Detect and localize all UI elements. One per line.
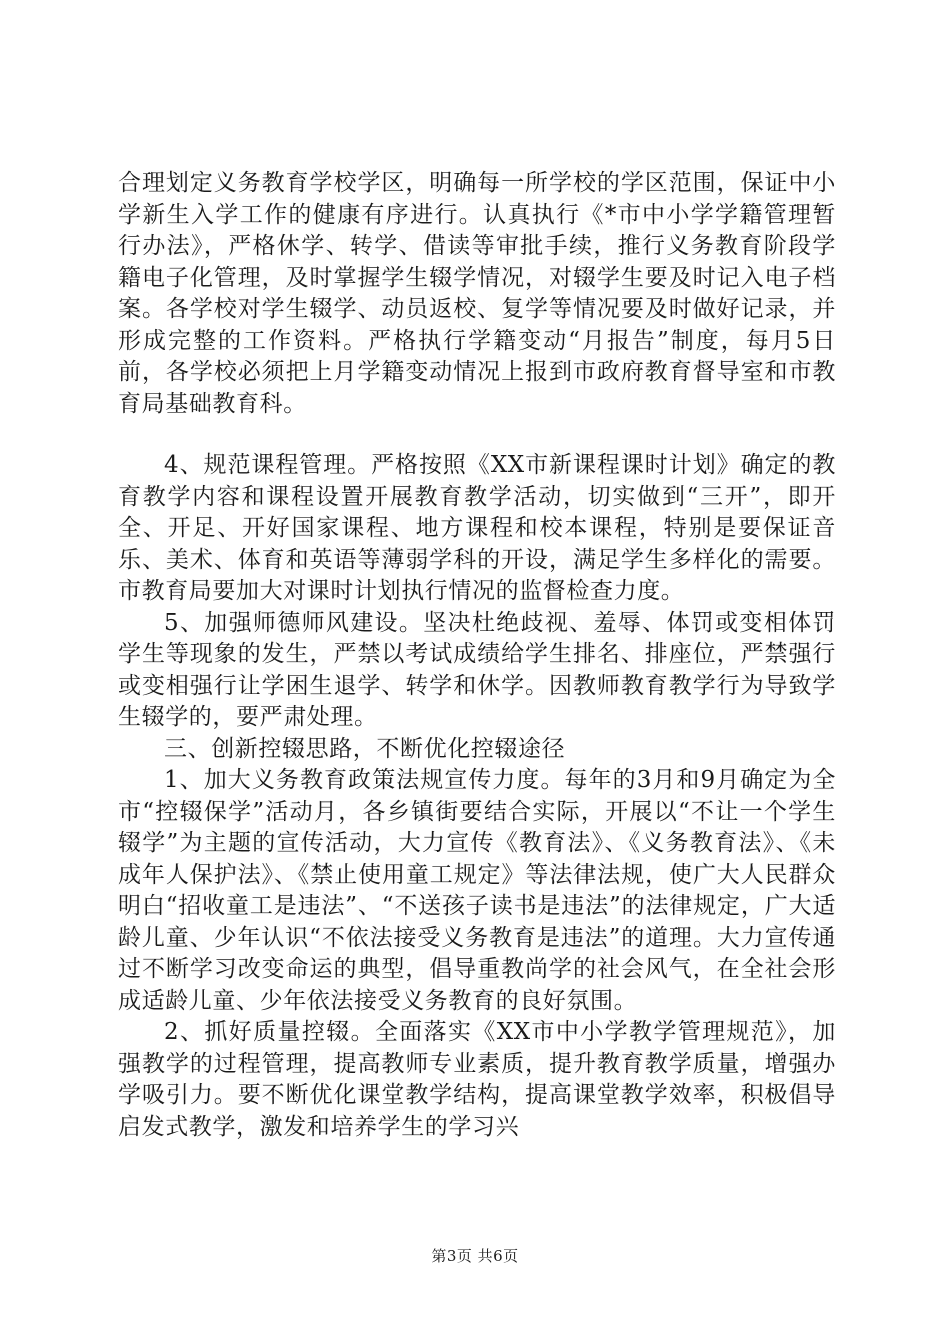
paragraph-quality-control: 2、抓好质量控辍。全面落实《XX市中小学教学管理规范》，加强教学的过程管理，提高教师专业素质，提升教育教学质量，增强办学吸引力。要不断优化课堂教学结构，提高课堂教学效率，积极倡导启发式教学，激发和培养学生的学习兴 (118, 1019, 836, 1140)
page-footer (0, 1245, 950, 1266)
paragraph-curriculum-management: 4、规范课程管理。严格按照《XX市新课程课时计划》确定的教育教学内容和课程设置开展教育教学活动，切实做到“三开”，即开全、开足、开好国家课程、地方课程和校本课程，特别是要保证音乐、美术、体育和英语等薄弱学科的开设，满足学生多样化的需要。市教育局要加大对课时计划执行情况的监督检查力度。 (118, 452, 836, 604)
paragraph-teacher-ethics: 5、加强师德师风建设。坚决杜绝歧视、羞辱、体罚或变相体罚学生等现象的发生，严禁以考试成绩给学生排名、排座位，严禁强行或变相强行让学困生退学、转学和休学。因教师教育教学行为导致学生辍学的，要严肃处理。 (118, 609, 836, 730)
document-body (118, 168, 836, 1143)
paragraph-enrollment-management: 合理划定义务教育学校学区，明确每一所学校的学区范围，保证中小学新生入学工作的健康有序进行。认真执行《*市中小学学籍管理暂行办法》，严格休学、转学、借读等审批手续，推行义务教育阶段学籍电子化管理，及时掌握学生辍学情况，对辍学生要及时记入电子档案。各学校对学生辍学、动员返校、复学等情况要及时做好记录，并形成完整的工作资料。严格执行学籍变动“月报告”制度，每月5日前，各学校必须把上月学籍变动情况上报到市政府教育督导室和市教育局基础教育科。 (118, 170, 836, 417)
page-number-label: 第3页 共6页 (431, 1247, 519, 1265)
section-heading-three: 三、创新控辍思路，不断优化控辍途径 (164, 735, 566, 762)
paragraph-policy-publicity: 1、加大义务教育政策法规宣传力度。每年的3月和9月确定为全市“控辍保学”活动月，各乡镇街要结合实际，开展以“不让一个学生辍学”为主题的宣传活动，大力宣传《教育法》、《义务教育法》、《未成年人保护法》、《禁止使用童工规定》等法律法规，使广大人民群众明白“招收童工是违法”、“不送孩子读书是违法”的法律规定，广大适龄儿童、少年认识“不依法接受义务教育是违法”的道理。大力宣传通过不断学习改变命运的典型，倡导重教尚学的社会风气，在全社会形成适龄儿童、少年依法接受义务教育的良好氛围。 (118, 767, 836, 1014)
